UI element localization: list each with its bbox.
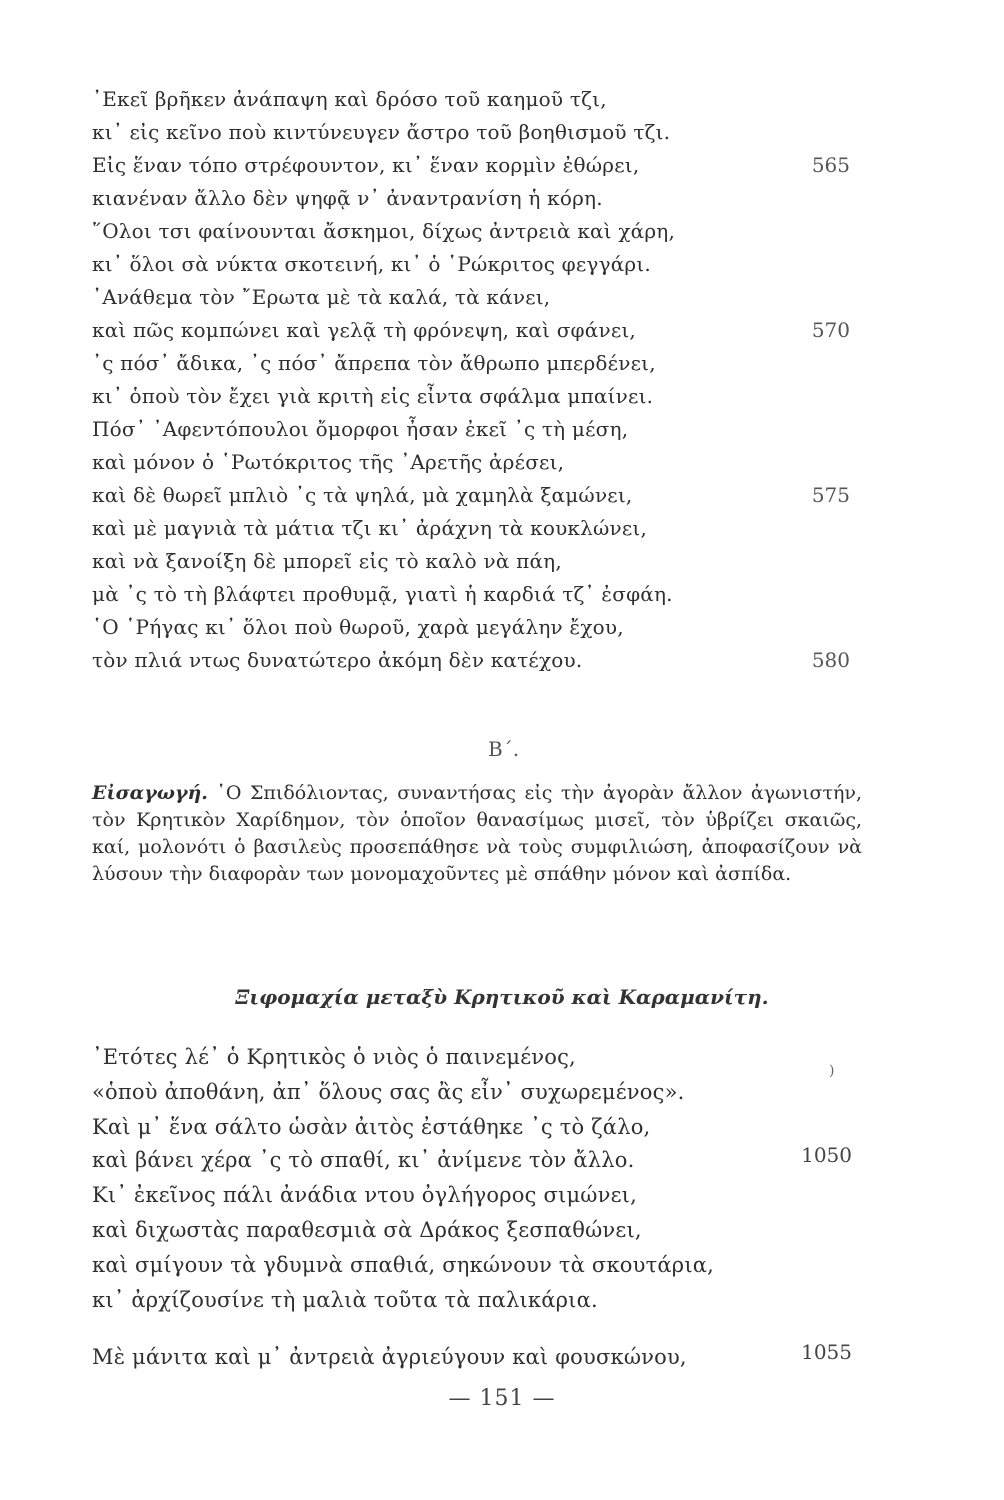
verse-number: 1055 (801, 1340, 852, 1364)
verse-line: τὸν πλιά ντως δυνατώτερο ἀκόμη δὲν κατέχου. (92, 648, 583, 672)
verse-number: 570 (811, 318, 850, 342)
verse-line: ῞Ολοι τσι φαίνουνται ἄσκημοι, δίχως ἀντρειὰ καὶ χάρη, (92, 219, 676, 243)
verse-line: Μὲ μάνιτα καὶ μ᾿ ἀντρειὰ ἀγριεύγουν καὶ φουσκώνου, (92, 1345, 687, 1369)
verse-line: Καὶ μ᾿ ἕνα σάλτο ὡσὰν ἀιτὸς ἐστάθηκε ᾿ς τὸ ζάλο, (92, 1115, 651, 1139)
section-mark: Β΄. (488, 737, 520, 761)
verse-line: ᾿ς πόσ᾿ ἄδικα, ᾿ς πόσ᾿ ἄπρεπα τὸν ἄθρωπο μπερδένει, (92, 351, 656, 375)
verse-line: καὶ σμίγουν τὰ γδυμνὰ σπαθιά, σηκώνουν τὰ σκουτάρια, (92, 1253, 715, 1277)
verse-line: καὶ μὲ μαγνιὰ τὰ μάτια τζι κι᾿ ἀράχνη τὰ κουκλώνει, (92, 516, 648, 540)
verse-line: μὰ ᾿ς τὸ τὴ βλάφτει προθυμᾷ, γιατὶ ἡ καρδιά τζ᾿ ἐσφάη. (92, 582, 673, 606)
verse-line: καὶ διχωστὰς παραθεσμιὰ σὰ Δράκος ξεσπαθώνει, (92, 1218, 642, 1242)
verse-line: Εἰς ἕναν τόπο στρέφουντον, κι᾿ ἕναν κορμὶν ἐθώρει, (92, 153, 640, 177)
verse-line: καὶ πῶς κομπώνει καὶ γελᾷ τὴ φρόνεψη, καὶ σφάνει, (92, 318, 636, 342)
verse-line: κιανέναν ἄλλο δὲν ψηφᾷ ν᾿ ἀναντρανίση ἡ κόρη. (92, 186, 603, 210)
verse-line: Κι᾿ ἐκεῖνος πάλι ἀνάδια ντου ὀγλήγορος σιμώνει, (92, 1183, 637, 1207)
verse-line: κι᾿ ὅλοι σὰ νύκτα σκοτεινή, κι᾿ ὁ ῾Ρώκριτος φεγγάρι. (92, 252, 651, 276)
verse-line: «ὁποὺ ἀποθάνη, ἀπ᾿ ὅλους σας ἂς εἶν᾿ συχωρεμένος». (92, 1080, 685, 1104)
verse-line: Πόσ᾿ ᾿Αφεντόπουλοι ὄμορφοι ἦσαν ἐκεῖ ᾿ς τὴ μέση, (92, 417, 629, 441)
verse-line: κι᾿ ὁποὺ τὸν ἔχει γιὰ κριτὴ εἰς εἶντα σφάλμα μπαίνει. (92, 384, 654, 408)
verse-line: ᾿Ετότες λέ᾿ ὁ Κρητικὸς ὁ νιὸς ὁ παινεμένος, (92, 1045, 576, 1069)
verse-number: 580 (811, 648, 850, 672)
verse-number: 1050 (801, 1143, 852, 1167)
section-heading: Ξιφομαχία μεταξὺ Κρητικοῦ καὶ Καραμανίτη. (235, 985, 769, 1009)
page-number: — 151 — (448, 1386, 556, 1411)
introduction-lead: Εἰσαγωγή. (92, 782, 208, 804)
verse-line: καὶ βάνει χέρα ᾿ς τὸ σπαθί, κι᾿ ἀνίμενε τὸν ἄλλο. (92, 1148, 635, 1172)
verse-number: 575 (811, 483, 850, 507)
verse-line: κι᾿ ἀρχίζουσίνε τὴ μαλιὰ τοῦτα τὰ παλικάρια. (92, 1288, 598, 1312)
verse-number: 565 (811, 153, 850, 177)
verse-line: καὶ δὲ θωρεῖ μπλιὸ ᾿ς τὰ ψηλά, μὰ χαμηλὰ ξαμώνει, (92, 483, 633, 507)
verse-line: κι᾿ εἰς κεῖνο ποὺ κιντύνευγεν ἄστρο τοῦ βοηθισμοῦ τζι. (92, 120, 671, 144)
margin-mark: ) (829, 1063, 835, 1079)
introduction-text: ῾Ο Σπιδόλιοντας, συναντήσας εἰς τὴν ἀγορὰν ἄλλον ἀγωνιστήν, τὸν Κρητικὸν Χαρίδημον, τὸν ὁποῖον θανασίμως μισεῖ, τὸν ὑβρίζει σκαιῶς, καί, μολονότι ὁ βασιλεὺς προσεπάθησε νὰ τοὺς συμφιλιώση, ἀποφασίζουν νὰ λύσουν τὴν διαφορὰν των μονομαχοῦντες μὲ σπάθην μόνον καὶ ἀσπίδα. (92, 782, 862, 885)
verse-line: ῾Ο ῾Ρήγας κι᾿ ὅλοι ποὺ θωροῦ, χαρὰ μεγάλην ἔχου, (92, 615, 624, 639)
verse-line: καὶ μόνον ὁ ῾Ρωτόκριτος τῆς ᾿Αρετῆς ἀρέσει, (92, 450, 565, 474)
verse-line: ᾿Ανάθεμα τὸν ῎Ερωτα μὲ τὰ καλά, τὰ κάνει, (92, 285, 551, 309)
introduction-paragraph (92, 780, 862, 888)
verse-line: καὶ νὰ ξανοίξη δὲ μπορεῖ εἰς τὸ καλὸ νὰ πάη, (92, 549, 562, 573)
verse-line: ᾿Εκεῖ βρῆκεν ἀνάπαψη καὶ δρόσο τοῦ καημοῦ τζι, (92, 87, 607, 111)
